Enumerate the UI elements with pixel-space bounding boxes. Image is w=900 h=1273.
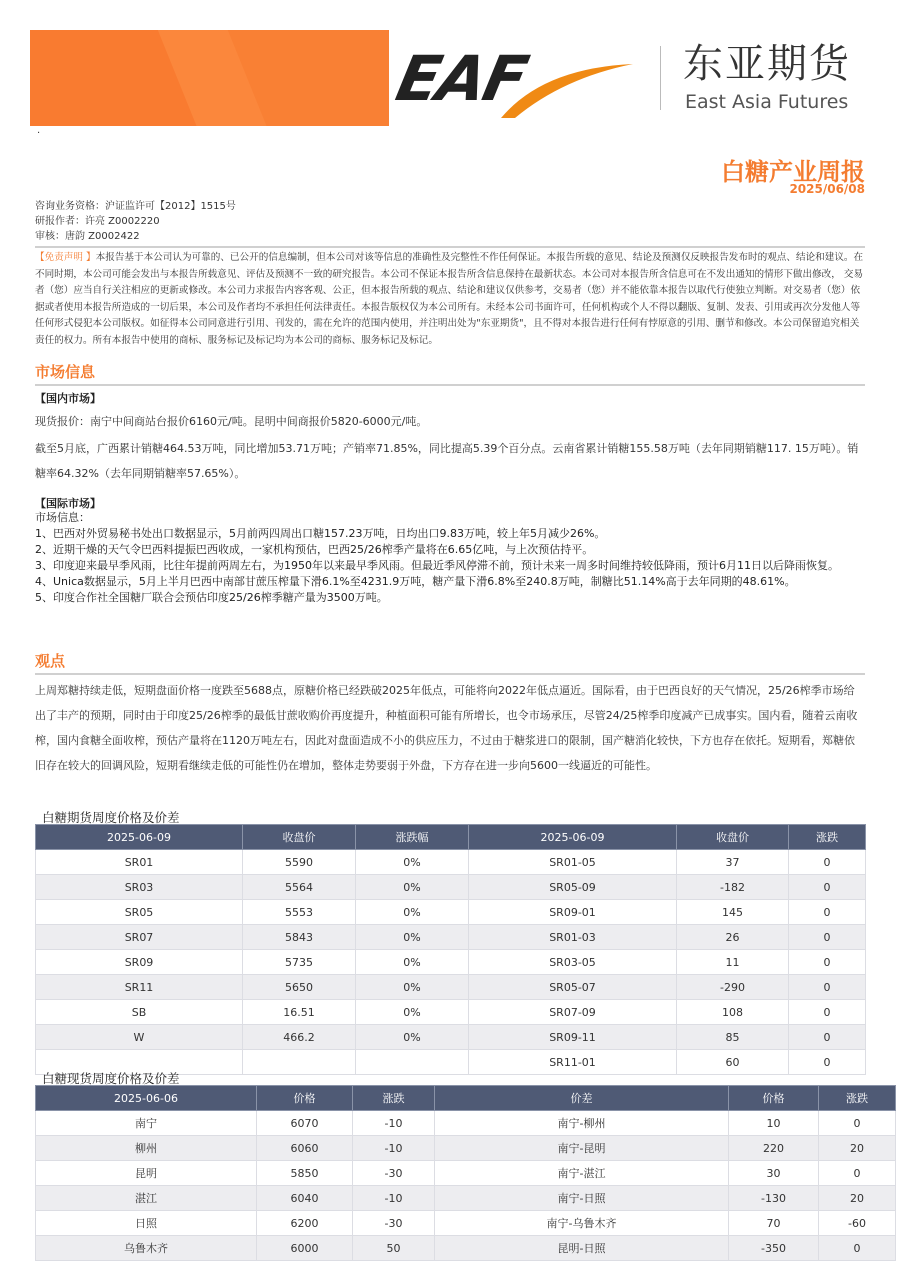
list-item: 1、巴西对外贸易秘书处出口数据显示，5月前两四周出口糖157.23万吨，日均出口9.83万吨，较上年5月减少26%。 <box>35 527 606 540</box>
table-cell <box>243 1050 356 1075</box>
table-cell: SB <box>36 1000 243 1025</box>
table-cell: SR01-03 <box>469 925 677 950</box>
company-name-en: East Asia Futures <box>685 91 849 113</box>
intl-list <box>35 510 865 606</box>
column-header: 价格 <box>729 1086 819 1111</box>
disclaimer-tag: 【免责声明 】 <box>35 252 96 263</box>
company-name-cn: 东亚期货 <box>683 41 851 87</box>
table-cell: -60 <box>819 1211 896 1236</box>
table-cell: 0% <box>356 850 469 875</box>
table-cell: 0 <box>819 1111 896 1136</box>
table-cell: SR05 <box>36 900 243 925</box>
table-row <box>36 1211 896 1236</box>
intl-intro: 市场信息： <box>35 511 90 524</box>
table-cell: 0 <box>789 900 866 925</box>
table-cell: 0 <box>789 1000 866 1025</box>
table-cell: 0 <box>789 975 866 1000</box>
table-cell: 60 <box>677 1050 789 1075</box>
divider <box>35 673 865 675</box>
table-cell: 0 <box>819 1236 896 1261</box>
table-cell: 0 <box>819 1161 896 1186</box>
table-cell: 0 <box>789 950 866 975</box>
table-cell: 70 <box>729 1211 819 1236</box>
table-cell: 5553 <box>243 900 356 925</box>
logo-mark: EAF <box>390 42 533 115</box>
table-cell: SR11-01 <box>469 1050 677 1075</box>
table-cell: -30 <box>353 1161 435 1186</box>
divider <box>35 384 865 386</box>
table-cell: 145 <box>677 900 789 925</box>
disclaimer-text: 本报告基于本公司认为可靠的、已公开的信息编制，但本公司对该等信息的准确性及完整性不作任何保证。本报告所载的意见、结论及预测仅反映报告发布时的观点、结论和建议。在不同时期，本公司可能会发出与本报告所载意见、评估及预测不一致的研究报告。本公司不保证本报告所含信息保持在最新状态。本公司对本报告所含信息可在不发出通知的情形下做出修改， 交易者（您）应当自行关注相应的更新或修改。本公司力求报告内容客观、公正，但本报告所载的观点、结论和建议仅供参考，交易者（您）并不能依靠本报告以取代行使独立判断。对交易者（您）依据或者使用本报告所造成的一切后果，本公司及作者均不承担任何法律责任。本报告版权仅为本公司所有。未经本公司书面许可，任何机构或个人不得以翻版、复制、发表、引用或再次分发他人等任何形式侵犯本公司版权。如征得本公司同意进行引用、刊发的，需在允许的范围内使用，并注明出处为"东亚期货"，且不得对本报告进行任何有悖原意的引用、删节和修改。本公司保留追究相关责任的权力。所有本报告中使用的商标、服务标记及标记均为本公司的商标、服务标记及标记。 <box>35 252 864 346</box>
disclaimer <box>35 250 865 349</box>
table-cell: 南宁-乌鲁木齐 <box>435 1211 729 1236</box>
table-cell: 6000 <box>257 1236 353 1261</box>
table-cell: 南宁 <box>36 1111 257 1136</box>
table-cell: 0 <box>789 1050 866 1075</box>
table-cell: 昆明 <box>36 1161 257 1186</box>
license-info: 咨询业务资格：沪证监许可【2012】1515号 <box>35 201 236 212</box>
column-header: 价格 <box>257 1086 353 1111</box>
table-cell: -30 <box>353 1211 435 1236</box>
table-cell: 20 <box>819 1186 896 1211</box>
table-cell: SR09 <box>36 950 243 975</box>
table-cell: 466.2 <box>243 1025 356 1050</box>
column-header: 涨跌幅 <box>356 825 469 850</box>
opinion-text: 上周郑糖持续走低，短期盘面价格一度跌至5688点，原糖价格已经跌破2025年低点，可能将向2022年低点逼近。国际看，由于巴西良好的天气情况，25/26榨季市场给出了丰产的预期，同时由于印度25/26榨季的最低甘蔗收购价再度提升，种植面积可能有所增长，也令市场承压，尽管24/25榨季印度减产已成事实。国内看，随着云南收榨，国内食糖全面收榨，预估产量将在1120万吨左右，因此对盘面造成不小的供应压力，不过由于糖浆进口的限制，国产糖消化较快，下方也存在依托。短期看，郑糖依旧存在较大的回调风险，短期看继续走低的可能性仍在增加，整体走势要弱于外盘，下方存在进一步向5600一线逼近的可能性。 <box>35 684 858 772</box>
list-item: 3、印度迎来最早季风雨，比往年提前两周左右，为1950年以来最早季风雨。但最近季风停滞不前，预计未来一周多时间维持较低降雨，预计6月11日以后降雨恢复。 <box>35 559 839 572</box>
table-row <box>36 1000 866 1025</box>
spot-table-caption: 白糖现货周度价格及价差 <box>42 1071 180 1086</box>
table-cell: SR05-07 <box>469 975 677 1000</box>
report-title: 白糖产业周报 <box>721 158 865 186</box>
table-cell: 10 <box>729 1111 819 1136</box>
table-cell: 0 <box>789 1025 866 1050</box>
dot-mark: · <box>37 128 41 139</box>
table-cell: 0% <box>356 875 469 900</box>
table-cell: 0% <box>356 900 469 925</box>
table-cell: -10 <box>353 1111 435 1136</box>
table-cell: -182 <box>677 875 789 900</box>
table-cell: 30 <box>729 1161 819 1186</box>
company-logo <box>390 40 868 120</box>
table-cell: 11 <box>677 950 789 975</box>
table-cell: 6070 <box>257 1111 353 1136</box>
author-info: 研报作者：许亮 Z0002220 <box>35 216 160 227</box>
table-cell: 85 <box>677 1025 789 1050</box>
report-date: 2025/06/08 <box>789 182 865 196</box>
table-row <box>36 975 866 1000</box>
intl-heading: 【国际市场】 <box>35 497 101 510</box>
futures-table <box>35 824 866 1075</box>
table-header-row <box>36 825 866 850</box>
column-header: 涨跌 <box>353 1086 435 1111</box>
table-cell: 5843 <box>243 925 356 950</box>
domestic-spot: 现货报价：南宁中间商站台报价6160元/吨。昆明中间商报价5820-6000元/吨。 <box>35 415 428 428</box>
list-item: 4、Unica数据显示，5月上半月巴西中南部甘蔗压榨量下滑6.1%至4231.9万吨，糖产量下滑6.8%至240.8万吨，制糖比51.14%高于去年同期的48.61%。 <box>35 575 796 588</box>
column-header: 2025-06-09 <box>469 825 677 850</box>
table-cell: 6200 <box>257 1211 353 1236</box>
section-title-opinion: 观点 <box>35 652 66 670</box>
table-cell: 日照 <box>36 1211 257 1236</box>
table-cell: -350 <box>729 1236 819 1261</box>
table-cell: 0 <box>789 850 866 875</box>
table-cell: 南宁-柳州 <box>435 1111 729 1136</box>
table-row <box>36 1236 896 1261</box>
column-header: 收盘价 <box>677 825 789 850</box>
divider <box>35 246 865 248</box>
table-cell: 108 <box>677 1000 789 1025</box>
table-cell: SR01-05 <box>469 850 677 875</box>
table-cell: SR09-11 <box>469 1025 677 1050</box>
table-cell: 5650 <box>243 975 356 1000</box>
table-row <box>36 1025 866 1050</box>
table-cell: 0% <box>356 1000 469 1025</box>
logo-divider <box>660 46 661 110</box>
table-row <box>36 1136 896 1161</box>
table-cell: 26 <box>677 925 789 950</box>
table-cell: SR01 <box>36 850 243 875</box>
column-header: 价差 <box>435 1086 729 1111</box>
table-row <box>36 925 866 950</box>
table-cell: -290 <box>677 975 789 1000</box>
table-cell: 5590 <box>243 850 356 875</box>
table-row <box>36 950 866 975</box>
table-cell: 南宁-湛江 <box>435 1161 729 1186</box>
report-meta <box>35 199 236 244</box>
table-cell: SR03 <box>36 875 243 900</box>
table-row <box>36 1111 896 1136</box>
table-cell: SR07-09 <box>469 1000 677 1025</box>
table-cell: 5850 <box>257 1161 353 1186</box>
table-cell: 南宁-昆明 <box>435 1136 729 1161</box>
table-cell: 6060 <box>257 1136 353 1161</box>
table-cell: 5735 <box>243 950 356 975</box>
table-row <box>36 1161 896 1186</box>
table-cell: 0% <box>356 975 469 1000</box>
table-cell: 0% <box>356 925 469 950</box>
table-cell: 南宁-日照 <box>435 1186 729 1211</box>
table-row <box>36 850 866 875</box>
table-cell: -10 <box>353 1136 435 1161</box>
table-cell: 37 <box>677 850 789 875</box>
table-cell: W <box>36 1025 243 1050</box>
reviewer-info: 审核：唐韵 Z0002422 <box>35 231 140 242</box>
table-row <box>36 875 866 900</box>
table-cell: 0 <box>789 925 866 950</box>
table-cell: 0% <box>356 950 469 975</box>
column-header: 收盘价 <box>243 825 356 850</box>
table-cell: SR09-01 <box>469 900 677 925</box>
table-row <box>36 1186 896 1211</box>
table-row <box>36 900 866 925</box>
table-cell: 50 <box>353 1236 435 1261</box>
logo-arc-icon <box>493 60 643 120</box>
table-cell: 0 <box>789 875 866 900</box>
domestic-sales: 截至5月底，广西累计销糖464.53万吨，同比增加53.71万吨；产销率71.85%，同比提高5.39个百分点。云南省累计销糖155.58万吨（去年同期销糖117. 15万吨）。销糖率64.32%（去年同期销糖率57.65%）。 <box>35 442 859 480</box>
table-cell: -130 <box>729 1186 819 1211</box>
table-cell: SR03-05 <box>469 950 677 975</box>
table-cell: 柳州 <box>36 1136 257 1161</box>
list-item: 5、印度合作社全国糖厂联合会预估印度25/26榨季糖产量为3500万吨。 <box>35 591 388 604</box>
table-cell: SR11 <box>36 975 243 1000</box>
column-header: 2025-06-09 <box>36 825 243 850</box>
table-cell: 昆明-日照 <box>435 1236 729 1261</box>
table-cell: 0% <box>356 1025 469 1050</box>
table-cell: 湛江 <box>36 1186 257 1211</box>
futures-table-caption: 白糖期货周度价格及价差 <box>42 810 180 825</box>
table-cell: 5564 <box>243 875 356 900</box>
table-cell: 乌鲁木齐 <box>36 1236 257 1261</box>
column-header: 涨跌 <box>819 1086 896 1111</box>
table-cell: SR07 <box>36 925 243 950</box>
table-cell: 20 <box>819 1136 896 1161</box>
table-cell <box>356 1050 469 1075</box>
column-header: 2025-06-06 <box>36 1086 257 1111</box>
table-cell: 16.51 <box>243 1000 356 1025</box>
header-banner <box>30 30 389 126</box>
list-item: 2、近期干燥的天气令巴西料提振巴西收成，一家机构预估，巴西25/26榨季产量将在6.65亿吨，与上次预估持平。 <box>35 543 594 556</box>
table-cell: 220 <box>729 1136 819 1161</box>
column-header: 涨跌 <box>789 825 866 850</box>
spot-table <box>35 1085 896 1261</box>
table-cell: 6040 <box>257 1186 353 1211</box>
table-header-row <box>36 1086 896 1111</box>
table-cell: -10 <box>353 1186 435 1211</box>
table-cell: SR05-09 <box>469 875 677 900</box>
domestic-heading: 【国内市场】 <box>35 392 101 405</box>
section-title-market: 市场信息 <box>35 363 96 381</box>
